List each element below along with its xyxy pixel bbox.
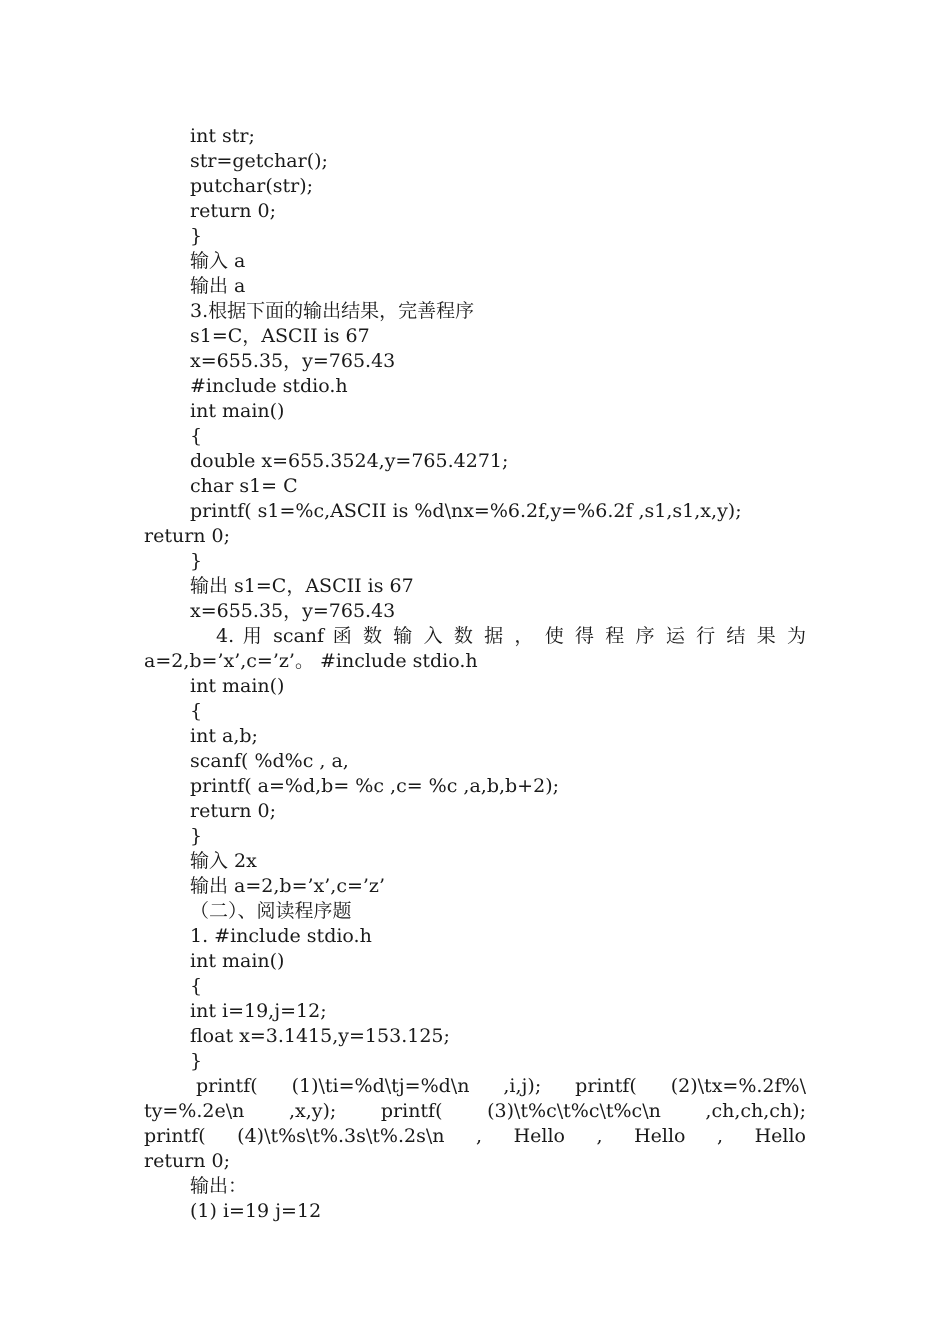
question-heading: 3.根据下面的输出结果，完善程序 [190,300,475,322]
code-line: int i=19,j=12; [190,1000,327,1022]
code-line: int str; [190,125,255,147]
code-line: return 0; [144,525,231,547]
code-line: return 0; [190,800,277,822]
code-line: { [190,975,203,997]
code-line: return 0; [144,1150,231,1172]
text-line: 输入 a [190,250,246,272]
code-line: } [190,1050,203,1072]
code-line: double x=655.3524,y=765.4271; [190,450,509,472]
code-line: return 0; [190,200,277,222]
text-line: 输出 a=2,b=’x’,c=’z’ [190,875,385,897]
code-line: } [190,225,203,247]
code-line: printf( (4)\t%s\t%.3s\t%.2s\n , Hello , Hello , Hello [144,1125,806,1147]
question-heading: 4. 用 scanf 函 数 输 入 数 据 ， 使 得 程 序 运 行 结 果 为 [216,625,806,647]
code-line: int main() [190,400,285,422]
text-line: a=2,b=’x’,c=’z’。 #include stdio.h [144,650,478,672]
text-line: s1=C，ASCII is 67 [190,325,370,347]
code-line: float x=3.1415,y=153.125; [190,1025,450,1047]
text-line: x=655.35，y=765.43 [190,600,396,622]
code-line: int main() [190,675,285,697]
code-line: printf( s1=%c,ASCII is %d\nx=%6.2f,y=%6.2f ,s1,s1,x,y); [190,500,742,522]
text-line: (1) i=19 j=12 [190,1200,322,1222]
text-line: 输入 2x [190,850,257,872]
code-line: ty=%.2e\n ,x,y); printf( (3)\t%c\t%c\t%c\n ,ch,ch,ch); [144,1100,806,1122]
text-line: 输出 s1=C，ASCII is 67 [190,575,414,597]
code-line: char s1= C [190,475,298,497]
section-heading: （二）、阅读程序题 [190,900,352,922]
code-line: { [190,425,203,447]
code-line: #include stdio.h [190,375,348,397]
code-line: int main() [190,950,285,972]
code-line: } [190,825,203,847]
code-line: printf( (1)\ti=%d\tj=%d\n ,i,j); printf( (2)\tx=%.2f%\ [196,1075,806,1097]
text-line: x=655.35，y=765.43 [190,350,396,372]
text-line: 输出： [190,1175,248,1197]
code-line: putchar(str); [190,175,314,197]
code-line: printf( a=%d,b= %c ,c= %c ,a,b,b+2); [190,775,560,797]
text-line: 输出 a [190,275,246,297]
code-line: 1. #include stdio.h [190,925,372,947]
code-line: scanf( %d%c , a, [190,750,349,772]
code-line: str=getchar(); [190,150,328,172]
code-line: { [190,700,203,722]
code-line: } [190,550,203,572]
code-line: int a,b; [190,725,258,747]
